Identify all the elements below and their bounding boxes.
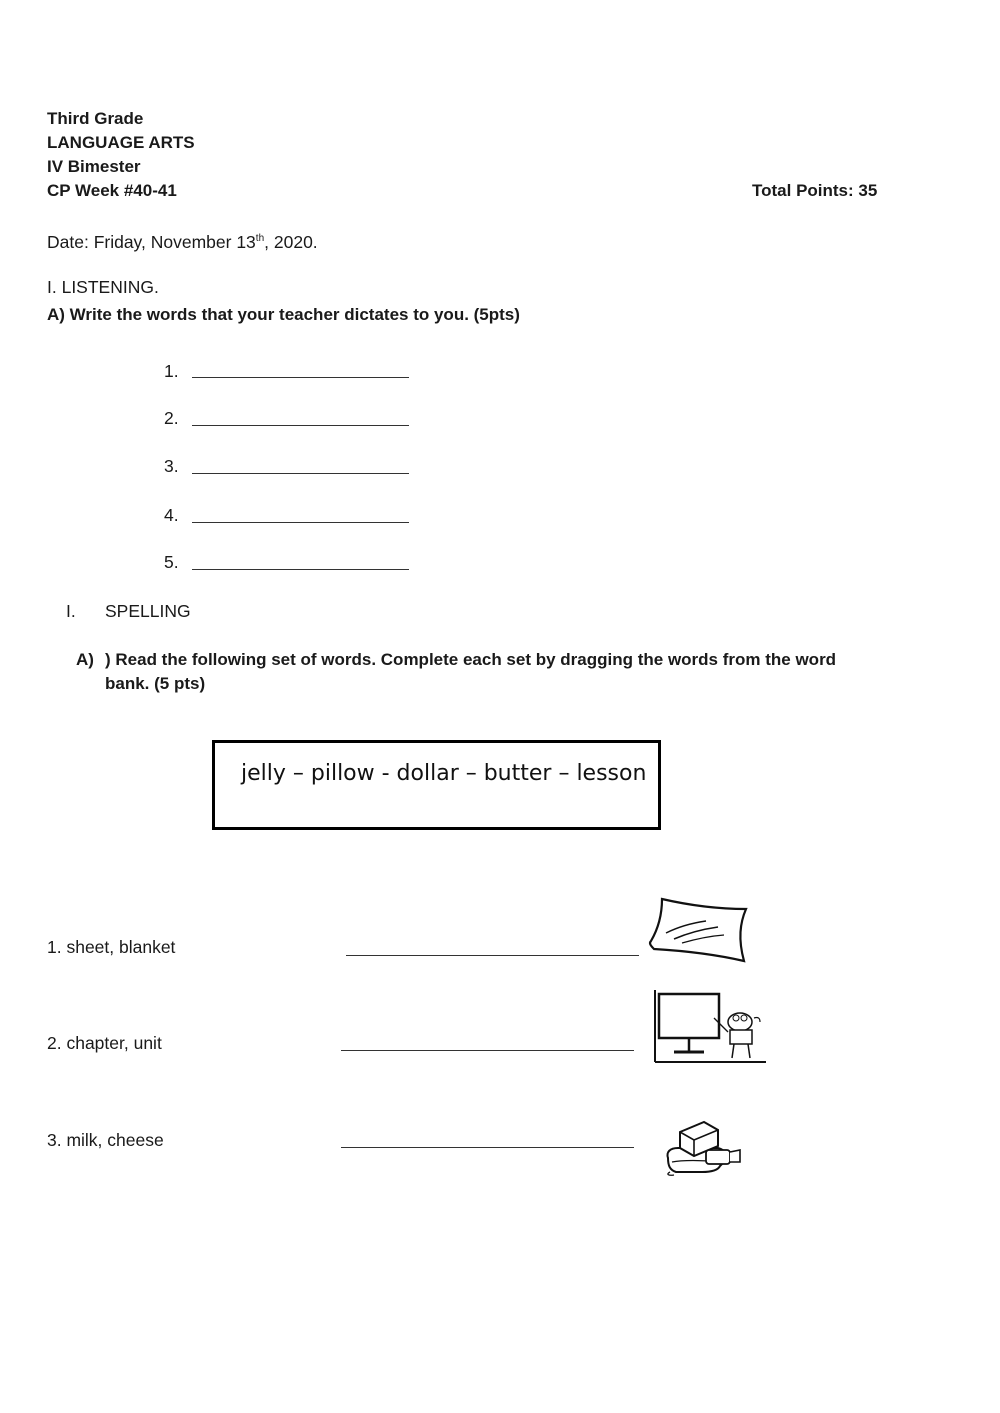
- answer-blank-5[interactable]: [192, 569, 409, 570]
- spelling-numeral: I.: [66, 601, 76, 621]
- answer-blank-3[interactable]: [192, 473, 409, 474]
- spelling-instruction-cont: bank. (5 pts): [105, 674, 206, 693]
- answer-blank-1[interactable]: [192, 377, 409, 378]
- spelling-title: SPELLING: [105, 601, 191, 621]
- question-2-label: 2. chapter, unit: [47, 1033, 162, 1053]
- term-label: IV Bimester: [47, 157, 141, 176]
- word-bank: [212, 740, 661, 830]
- classroom-board-icon: [652, 988, 768, 1066]
- answer-blank-4[interactable]: [192, 522, 409, 523]
- listening-instruction: A) Write the words that your teacher dictates to you. (5pts): [47, 305, 520, 324]
- drop-target-2[interactable]: [341, 1050, 634, 1051]
- answer-blank-2[interactable]: [192, 425, 409, 426]
- listening-title: I. LISTENING.: [47, 277, 159, 297]
- drop-target-1[interactable]: [346, 955, 639, 956]
- list-item-number: 3.: [164, 456, 179, 476]
- date-text: Date: Friday, November 13: [47, 231, 256, 252]
- question-3-label: 3. milk, cheese: [47, 1130, 164, 1150]
- spelling-letter: A): [76, 650, 94, 669]
- date-line: [47, 228, 318, 253]
- list-item-number: 5.: [164, 552, 179, 572]
- total-points: Total Points: 35: [752, 181, 878, 200]
- word-bank-words[interactable]: jelly – pillow - dollar – butter – lesson: [241, 761, 647, 786]
- week-label: CP Week #40-41: [47, 181, 177, 200]
- list-item-number: 4.: [164, 505, 179, 525]
- spelling-instruction: ) Read the following set of words. Complete each set by dragging the words from the word: [105, 650, 837, 669]
- list-item-number: 1.: [164, 361, 179, 381]
- question-1-label: 1. sheet, blanket: [47, 937, 176, 957]
- pillow-icon: [648, 893, 750, 965]
- butter-icon: [662, 1116, 744, 1176]
- list-item-number: 2.: [164, 408, 179, 428]
- subject-label: LANGUAGE ARTS: [47, 133, 195, 152]
- grade-label: Third Grade: [47, 109, 144, 128]
- drop-target-3[interactable]: [341, 1147, 634, 1148]
- date-ordinal: th: [255, 233, 265, 244]
- date-year: , 2020.: [264, 231, 318, 252]
